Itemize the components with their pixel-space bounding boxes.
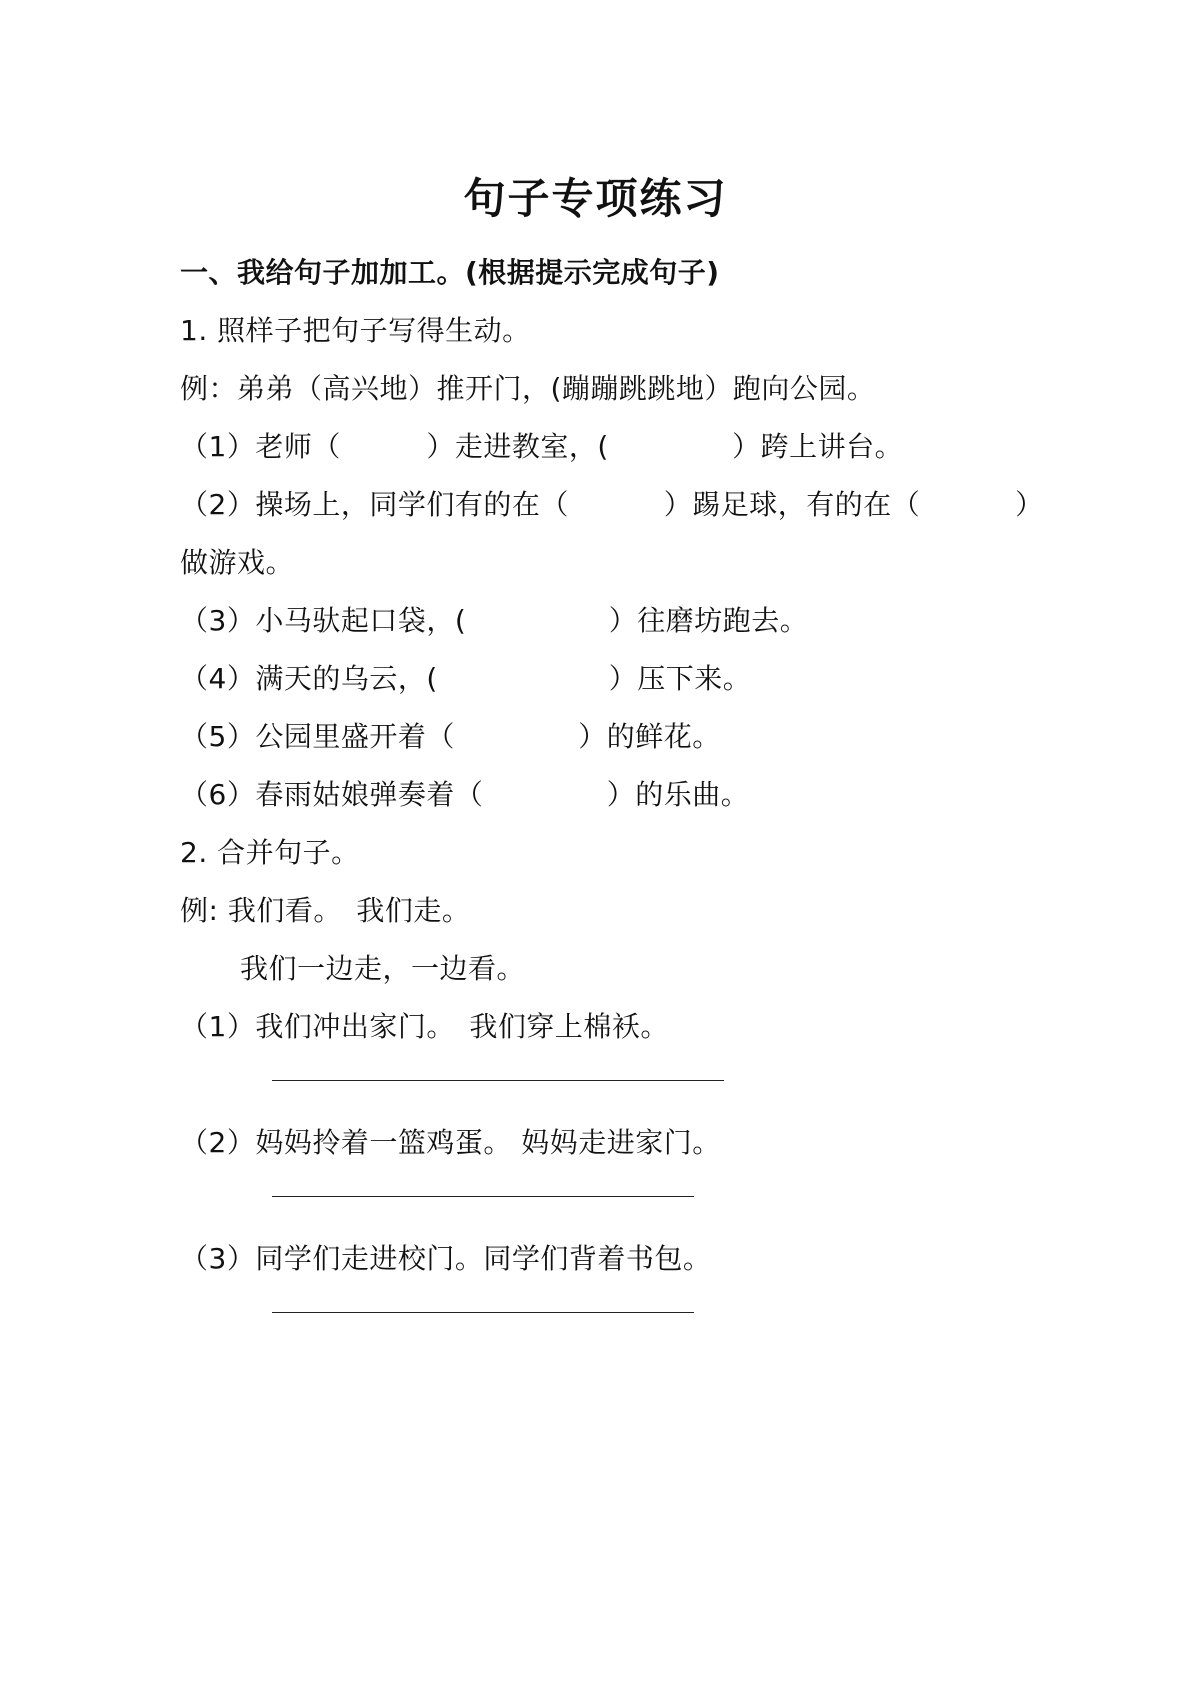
answer-line-2: [272, 1196, 694, 1197]
question-1-item-1: （1）老师（ ）走进教室，( ）跨上讲台。: [180, 430, 904, 463]
question-1-item-2-continued: 做游戏。: [180, 546, 295, 579]
section-heading: 一、我给句子加加工。(根据提示完成句子): [180, 256, 720, 289]
page-title: 句子专项练习: [463, 174, 728, 223]
answer-line-3: [272, 1312, 694, 1313]
question-1-item-5: （5）公园里盛开着（ ）的鲜花。: [180, 720, 721, 753]
question-1-item-2: （2）操场上，同学们有的在（ ）踢足球，有的在（ ）: [180, 488, 1044, 521]
question-2-item-1: （1）我们冲出家门。 我们穿上棉袄。: [180, 1010, 669, 1043]
question-2-label: 2. 合并句子。: [180, 836, 360, 869]
answer-line-1: [272, 1080, 724, 1081]
question-1-label: 1. 照样子把句子写得生动。: [180, 314, 531, 347]
question-2-item-2: （2）妈妈拎着一篮鸡蛋。 妈妈走进家门。: [180, 1126, 721, 1159]
question-1-item-4: （4）满天的乌云，( ）压下来。: [180, 662, 752, 695]
question-1-item-6: （6）春雨姑娘弹奏着（ ）的乐曲。: [180, 778, 750, 811]
question-2-example-answer: 我们一边走，一边看。: [240, 952, 526, 985]
question-2-example: 例: 我们看。 我们走。: [180, 894, 471, 927]
question-2-item-3: （3）同学们走进校门。同学们背着书包。: [180, 1242, 712, 1275]
question-1-item-3: （3）小马驮起口袋，( ）往磨坊跑去。: [180, 604, 809, 637]
question-1-example: 例：弟弟（高兴地）推开门，(蹦蹦跳跳地）跑向公园。: [180, 372, 876, 405]
